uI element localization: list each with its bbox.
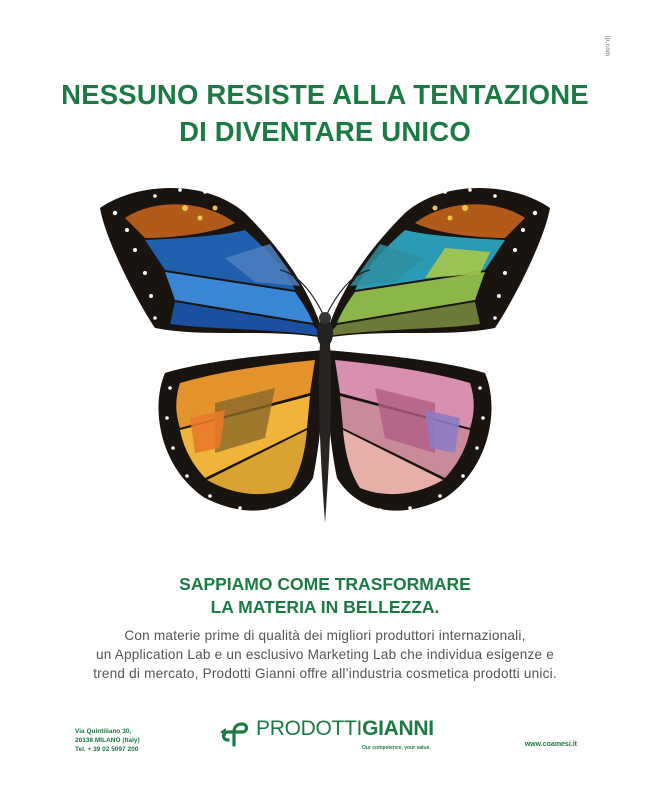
address-phone: Tel. + 39 02 5097 200: [75, 746, 139, 753]
subheadline-line-2: LA MATERIA IN BELLEZZA.: [210, 597, 440, 617]
headline-line-2: DI DIVENTARE UNICO: [179, 116, 471, 147]
subheadline: [0, 573, 650, 619]
address-city: 20138 MILANO (Italy): [75, 737, 140, 744]
left-forewing: [100, 188, 325, 338]
body-line-3: trend di mercato, Prodotti Gianni offre all’industria cosmetica prodotti unici.: [93, 666, 557, 681]
logo-tagline: Our competence, your value.: [362, 745, 431, 751]
headline-line-1: NESSUNO RESISTE ALLA TENTAZIONE: [61, 79, 589, 110]
left-hindwing: [158, 350, 323, 511]
body-copy: [60, 626, 590, 683]
body-line-2: un Application Lab e un esclusivo Marketing Lab che individua esigenze e: [95, 647, 554, 662]
agency-credit: jp.com: [604, 36, 610, 57]
website-link[interactable]: www.coamesi.it: [524, 741, 577, 748]
butterfly-illustration: [95, 178, 555, 528]
address-street: Via Quintiliano 30,: [75, 728, 132, 735]
body-line-1: Con materie prime di qualità dei migliori produttori internazionali,: [124, 628, 526, 643]
logo-mark-icon: [218, 714, 252, 748]
prodotti-gianni-logo[interactable]: [218, 714, 438, 754]
logo-word-prodotti: PRODOTTI: [256, 717, 363, 740]
company-address: [75, 727, 140, 754]
logo-wordmark: [256, 717, 434, 741]
headline: [0, 76, 650, 150]
subheadline-line-1: SAPPIAMO COME TRASFORMARE: [179, 574, 471, 594]
right-forewing: [325, 188, 550, 338]
logo-word-gianni: GIANNI: [362, 717, 434, 740]
right-hindwing: [326, 350, 491, 511]
